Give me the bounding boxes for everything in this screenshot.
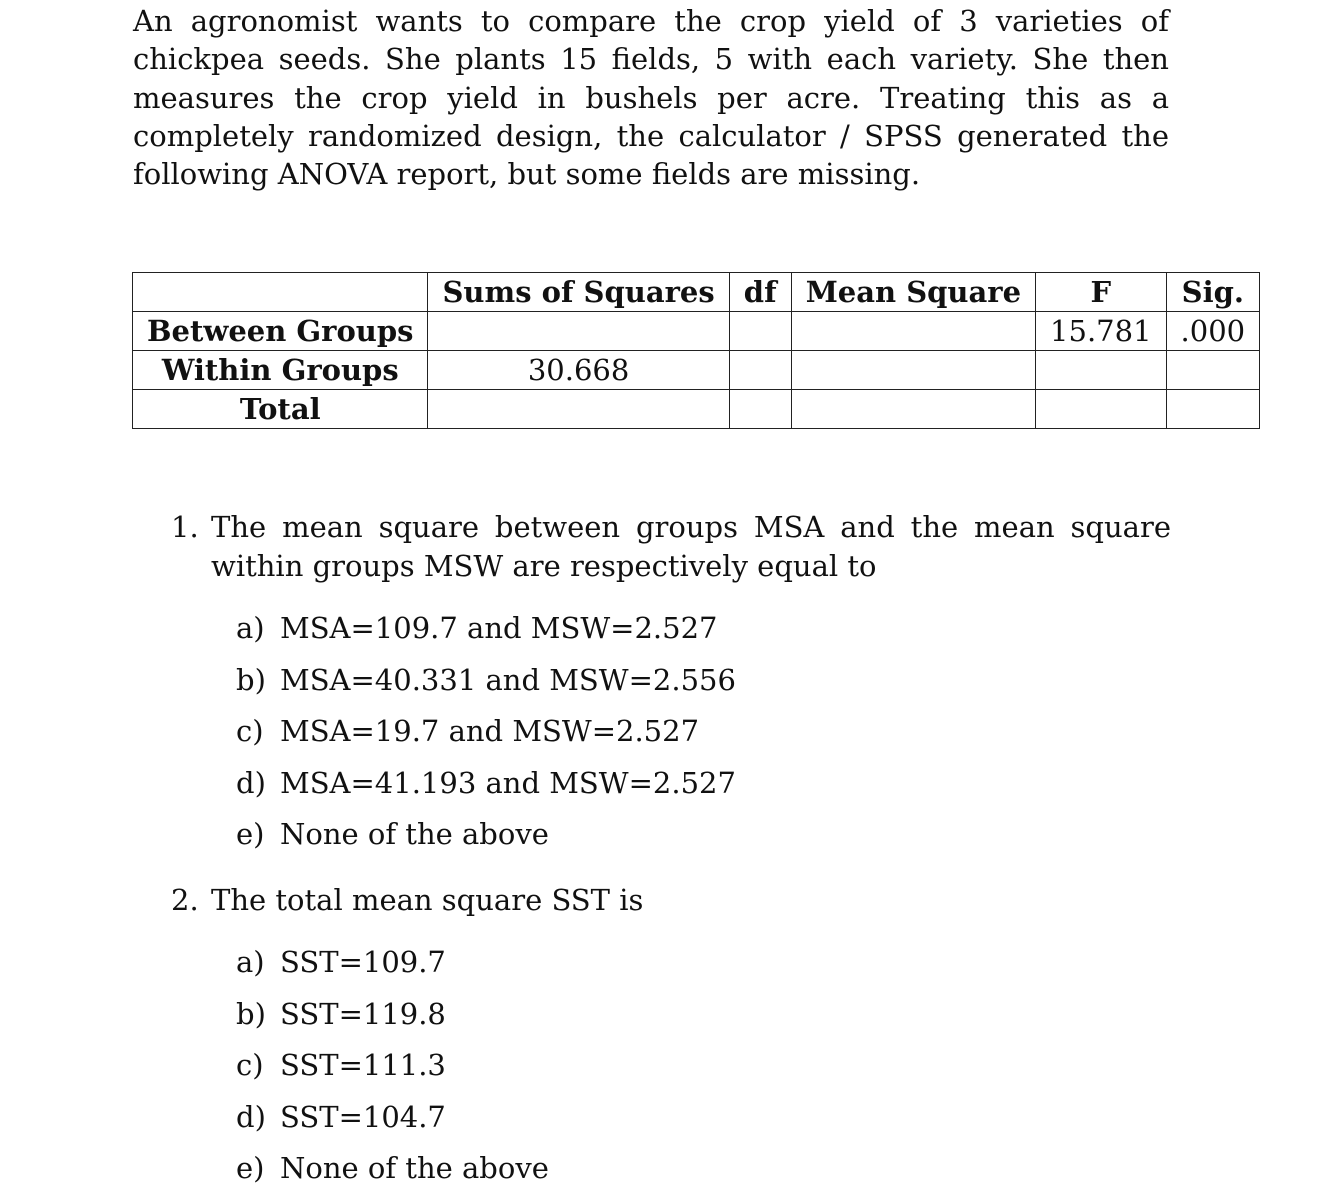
- question-2: [171, 881, 1171, 920]
- question-number: 2.: [171, 883, 199, 917]
- option-text: MSA=40.331 and MSW=2.556: [280, 662, 736, 697]
- option-letter: c): [236, 714, 264, 748]
- option-letter: c): [236, 1048, 264, 1082]
- question-1-options: [236, 608, 736, 866]
- question-text: The total mean square SST is: [211, 883, 644, 917]
- cell-mean-square: [791, 351, 1035, 390]
- option-d[interactable]: [236, 1097, 549, 1149]
- table-row-total: [133, 390, 1260, 429]
- header-mean-square: Mean Square: [791, 273, 1035, 312]
- cell-sum-of-squares: [428, 312, 729, 351]
- option-a[interactable]: [236, 608, 736, 660]
- option-letter: d): [236, 765, 266, 800]
- option-d[interactable]: [236, 763, 736, 815]
- header-sig: Sig.: [1166, 273, 1260, 312]
- question-number: 1.: [171, 510, 199, 544]
- cell-sig: [1166, 351, 1260, 390]
- cell-f: [1036, 351, 1166, 390]
- question-text: The mean square between groups MSA and the mean square within groups MSW are respectively equal to: [211, 510, 1171, 583]
- problem-intro: An agronomist wants to compare the crop yield of 3 varieties of chickpea seeds. She plants 15 fields, 5 with each variety. She then measures the crop yield in bushels per acre. Treating this as a completely randomized design, the calculator / SPSS generated the following ANOVA report, but some fields are missing.: [133, 4, 1169, 192]
- cell-f: 15.781: [1036, 312, 1166, 351]
- option-text: SST=104.7: [280, 1099, 446, 1134]
- option-e[interactable]: [236, 1148, 549, 1200]
- cell-df: [729, 390, 791, 429]
- option-text: None of the above: [280, 1151, 549, 1185]
- option-letter: d): [236, 1099, 266, 1134]
- question-2-options: [236, 942, 549, 1200]
- cell-f: [1036, 390, 1166, 429]
- cell-sig: [1166, 390, 1260, 429]
- cell-sum-of-squares: [428, 390, 729, 429]
- cell-df: [729, 312, 791, 351]
- option-letter: b): [236, 996, 266, 1031]
- option-letter: e): [236, 817, 265, 851]
- option-b[interactable]: [236, 660, 736, 712]
- option-text: SST=109.7: [280, 945, 446, 979]
- header-empty: [133, 273, 428, 312]
- question-1: [171, 508, 1171, 586]
- option-c[interactable]: [236, 1045, 549, 1097]
- table-row-within-groups: [133, 351, 1260, 390]
- row-label: Within Groups: [133, 351, 428, 390]
- cell-df: [729, 351, 791, 390]
- option-text: MSA=109.7 and MSW=2.527: [280, 611, 718, 645]
- option-b[interactable]: [236, 994, 549, 1046]
- option-text: SST=119.8: [280, 996, 446, 1031]
- header-df: df: [729, 273, 791, 312]
- row-label: Total: [133, 390, 428, 429]
- cell-sum-of-squares: 30.668: [428, 351, 729, 390]
- cell-mean-square: [791, 312, 1035, 351]
- option-text: SST=111.3: [280, 1048, 446, 1082]
- option-text: None of the above: [280, 817, 549, 851]
- option-c[interactable]: [236, 711, 736, 763]
- option-letter: e): [236, 1151, 265, 1185]
- anova-table: [132, 272, 1260, 429]
- option-letter: a): [236, 945, 265, 979]
- row-label: Between Groups: [133, 312, 428, 351]
- header-f: F: [1036, 273, 1166, 312]
- option-e[interactable]: [236, 814, 736, 866]
- table-row-between-groups: [133, 312, 1260, 351]
- option-letter: a): [236, 611, 265, 645]
- header-sums-of-squares: Sums of Squares: [428, 273, 729, 312]
- option-text: MSA=19.7 and MSW=2.527: [280, 714, 700, 748]
- option-text: MSA=41.193 and MSW=2.527: [280, 765, 736, 800]
- option-a[interactable]: [236, 942, 549, 994]
- option-letter: b): [236, 662, 266, 697]
- cell-mean-square: [791, 390, 1035, 429]
- cell-sig: .000: [1166, 312, 1260, 351]
- table-header-row: [133, 273, 1260, 312]
